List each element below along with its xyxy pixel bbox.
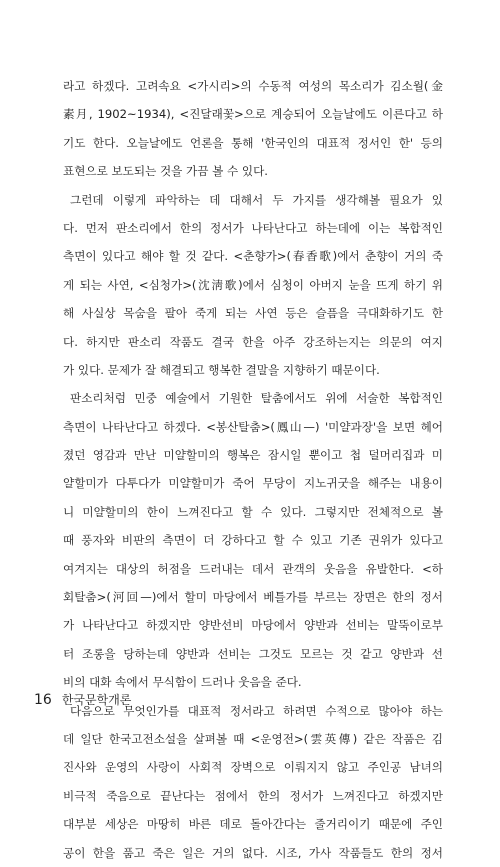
- paragraph: [63, 72, 443, 186]
- text-line: 터 조롱을 당하는데 양반과 선비는 그것도 모르는 것 같고 양반과 선: [63, 646, 443, 661]
- text-line: 다. 먼저 판소리에서 한의 정서가 나타난다고 하는데에 이는 복합적인: [63, 220, 443, 235]
- text-line: 공이 한을 품고 죽은 일은 거의 없다. 시조, 가사 작품들도 한의 정서: [63, 845, 443, 860]
- text-line: 가 있다. 문제가 잘 해결되고 행복한 결말을 지향하기 때문이다.: [63, 362, 380, 377]
- text-line: 비의 대화 속에서 무식함이 드러나 웃음을 준다.: [63, 675, 302, 690]
- text-line: 비극적 죽음으로 끝난다는 점에서 한의 정서가 느껴진다고 하겠지만: [63, 788, 443, 803]
- text-line: 라고 하겠다. 고려속요 <가시리>의 수동적 여성의 목소리가 김소월(金: [63, 79, 443, 93]
- text-line: 대부분 세상은 마땅히 바른 데로 돌아간다는 줄거리이기 때문에 주인: [63, 817, 443, 832]
- text-line: 회탈춤>(河回—)에서 할미 마당에서 베틀가를 부르는 장면은 한의 정서: [63, 590, 443, 605]
- text-line: 진사와 운영의 사랑이 사회적 장벽으로 이뤄지지 않고 주인공 남녀의: [63, 760, 443, 775]
- text-line: 그런데 이렇게 파악하는 데 대해서 두 가지를 생각해볼 필요가 있: [70, 192, 443, 207]
- paragraph: [63, 186, 443, 385]
- text-line: 素月, 1902~1934), <진달래꽃>으로 계승되어 오늘날에도 이른다고 하: [63, 107, 443, 122]
- book-title: 한국문학개론: [61, 693, 132, 707]
- text-line: 측면이 있다고 해야 할 것 같다. <춘향가>(春香歌)에서 춘향이 거의 죽: [63, 249, 443, 264]
- text-line: 졌던 영감과 만난 미얄할미의 행복은 잠시일 뿐이고 첩 덜머리집과 미: [63, 448, 443, 463]
- page-number: 16: [34, 692, 52, 708]
- paragraph: [63, 697, 443, 867]
- text-line: 게 되는 사연, <심청가>(沈淸歌)에서 심청이 아버지 눈을 뜨게 하기 위: [63, 277, 443, 292]
- text-line: 데 일단 한국고전소설을 살펴볼 때 <운영전>(雲英傳) 같은 작품은 김: [63, 731, 443, 746]
- text-line: 표현으로 보도되는 것을 가끔 볼 수 있다.: [63, 164, 268, 179]
- text-line: 해 사실상 목숨을 팔아 죽게 되는 사연 등은 슬픔을 극대화하기도 한: [63, 306, 443, 321]
- text-line: 가 나타난다고 하겠지만 양반선비 마당에서 양반과 선비는 말뚝이로부: [63, 618, 443, 633]
- text-line: 측면이 나타난다고 하겠다. <봉산탈춤>(鳳山—) '미얄과장'을 보면 헤어: [63, 419, 443, 434]
- text-line: 판소리처럼 민중 예술에서 기원한 탈춤에서도 위에 서술한 복합적인: [70, 391, 443, 406]
- text-line: 니 미얄할미의 한이 느껴진다고 할 수 있다. 그렇지만 전체적으로 볼: [63, 504, 443, 519]
- text-line: 기도 한다. 오늘날에도 언론을 통해 '한국인의 대표적 정서인 한' 등의: [63, 135, 443, 150]
- text-line: 얄할미가 다투다가 미얄할미가 죽어 무당이 지노귀굿을 해주는 내용이: [63, 476, 443, 491]
- text-line: 다음으로 무엇인가를 대표적 정서라고 하려면 수적으로 많아야 하는: [70, 703, 443, 718]
- text-line: 여겨지는 대상의 허점을 드러내는 데서 관객의 웃음을 유발한다. <하: [63, 561, 443, 576]
- body-text: [63, 72, 443, 867]
- text-line: 때 풍자와 비판의 측면이 더 강하다고 할 수 있고 기존 권위가 있다고: [63, 533, 443, 548]
- paragraph: [63, 384, 443, 696]
- text-line: 다. 하지만 판소리 작품도 결국 한을 아주 강조하는지는 의문의 여지: [63, 334, 443, 349]
- page-footer: [34, 691, 131, 708]
